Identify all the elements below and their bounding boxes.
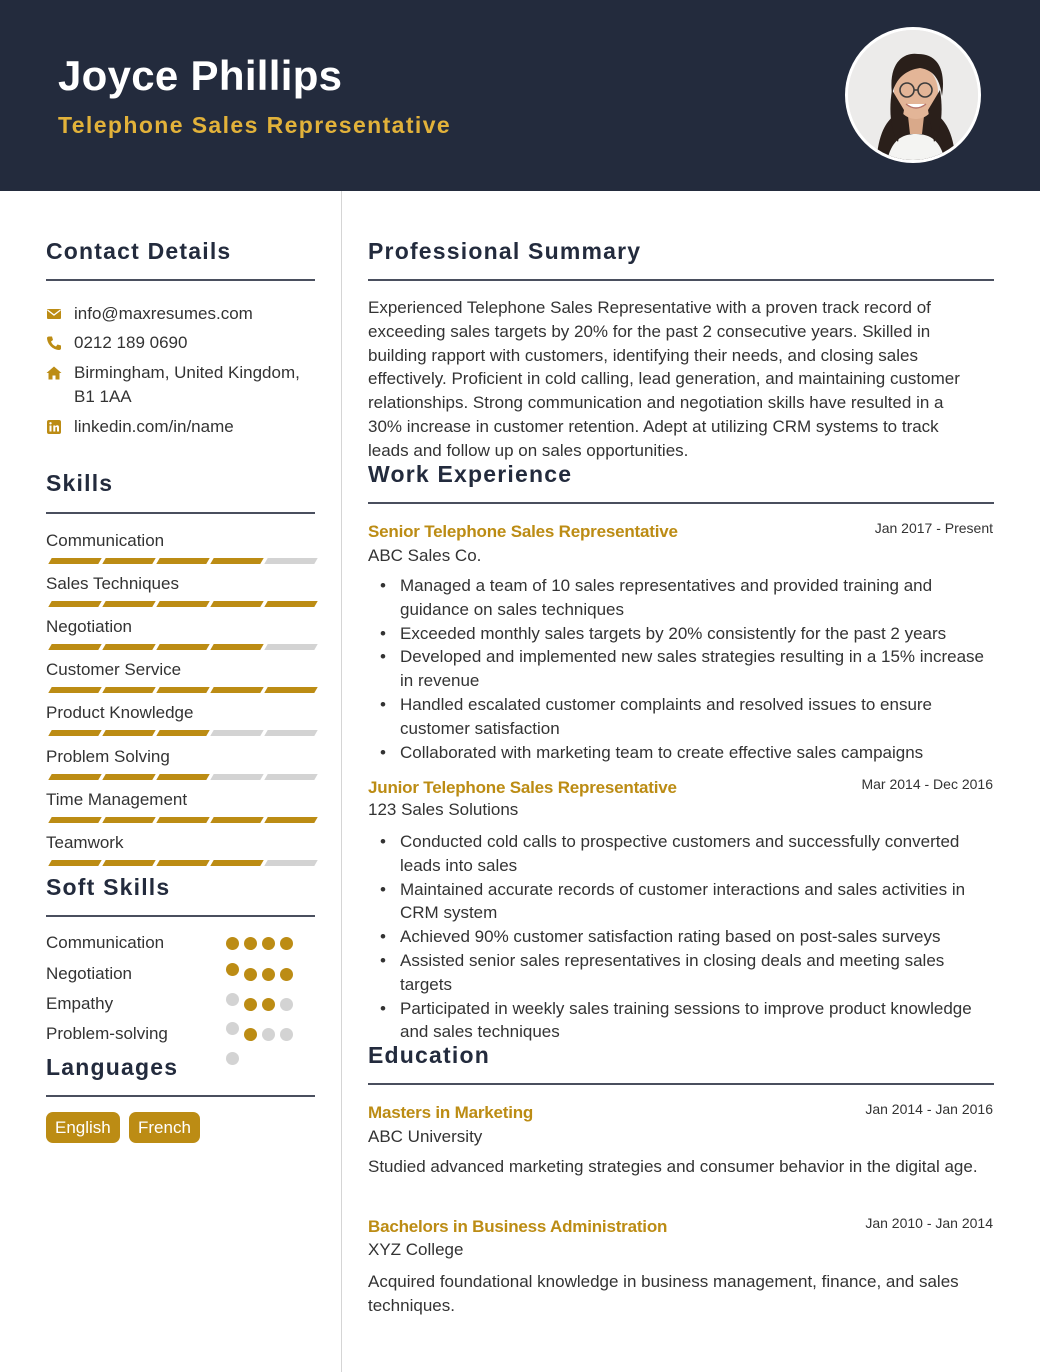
soft-skill-item	[46, 964, 315, 988]
envelope-icon	[46, 306, 62, 322]
skills-heading: Skills	[46, 470, 114, 496]
job-bullets	[368, 574, 994, 764]
soft-skill-name: Empathy	[46, 994, 114, 1013]
skill-name: Problem Solving	[46, 747, 170, 766]
skill-level-segment	[102, 774, 155, 780]
skill-level-segment	[264, 860, 317, 866]
education-rule	[368, 1083, 994, 1085]
skill-level-segment	[156, 601, 209, 607]
overflow-dot	[226, 963, 239, 976]
skill-level-segment	[156, 558, 209, 564]
soft-skill-dot	[262, 937, 275, 950]
skill-item	[46, 746, 315, 768]
language-badge-french: French	[129, 1112, 200, 1143]
skill-level-segment	[102, 730, 155, 736]
skill-level-segment	[264, 730, 317, 736]
skill-level-segment	[48, 687, 101, 693]
skill-level-segment	[264, 558, 317, 564]
skill-item	[46, 832, 315, 854]
soft-skill-dot	[262, 968, 275, 981]
contact-address	[46, 361, 316, 411]
soft-skill-name: Problem-solving	[46, 1024, 168, 1043]
soft-skill-item	[46, 994, 315, 1018]
skill-level-segment	[48, 817, 101, 823]
skill-item	[46, 573, 315, 595]
company-name: ABC Sales Co.	[368, 546, 482, 565]
job-bullet: • Developed and implemented new sales strategies resulting in a 15% increase in revenue	[368, 645, 994, 693]
contact-linkedin[interactable]	[46, 415, 316, 439]
linkedin-icon	[46, 419, 62, 435]
phone-text: 0212 189 0690	[74, 333, 188, 352]
soft-skill-dot	[280, 937, 293, 950]
job-bullet: • Handled escalated customer complaints and resolved issues to ensure customer satisfaction	[368, 693, 994, 741]
job-bullet: • Conducted cold calls to prospective customers and successfully converted leads into sales	[368, 830, 994, 878]
job-bullet: • Exceeded monthly sales targets by 20% consistently for the past 2 years	[368, 622, 994, 646]
skill-level-segment	[210, 601, 263, 607]
education-description: Studied advanced marketing strategies and consumer behavior in the digital age.	[368, 1157, 978, 1176]
soft-skill-dot	[244, 1028, 257, 1041]
skill-level-segment	[48, 730, 101, 736]
job-bullet: • Maintained accurate records of customer interactions and sales activities in CRM system	[368, 878, 994, 926]
skill-level-segment	[210, 644, 263, 650]
skill-level-bar	[46, 644, 315, 650]
language-badge-english: English	[46, 1112, 120, 1143]
skill-name: Time Management	[46, 790, 188, 809]
job-dates: Jan 2017 - Present	[874, 520, 993, 536]
job-title: Junior Telephone Sales Representative	[368, 778, 677, 797]
skill-level-segment	[48, 558, 101, 564]
profile-photo-icon	[848, 30, 981, 163]
skill-level-bar	[46, 730, 315, 736]
address-line-1: Birmingham, United Kingdom,	[74, 363, 300, 382]
skill-item	[46, 659, 315, 681]
skill-level-segment	[102, 644, 155, 650]
job-bullet: • Assisted senior sales representatives in closing deals and meeting sales targets	[368, 949, 994, 997]
skill-level-segment	[210, 558, 263, 564]
soft-skill-name: Negotiation	[46, 964, 133, 983]
job-bullet: • Managed a team of 10 sales representatives and provided training and guidance on sales techniques	[368, 574, 994, 622]
candidate-name: Joyce Phillips	[58, 52, 343, 99]
job-bullet: • Collaborated with marketing team to create effective sales campaigns	[368, 741, 994, 765]
soft-skill-item	[46, 1024, 315, 1048]
skill-level-segment	[102, 687, 155, 693]
soft-skill-dot	[280, 968, 293, 981]
soft-skill-dot	[244, 968, 257, 981]
summary-rule	[368, 279, 994, 281]
school-name: ABC University	[368, 1127, 483, 1146]
contact-heading: Contact Details	[46, 238, 232, 264]
overflow-dot	[226, 1052, 239, 1065]
soft-skills-heading: Soft Skills	[46, 874, 171, 900]
job-title: Senior Telephone Sales Representative	[368, 522, 678, 541]
degree-title: Bachelors in Business Administration	[368, 1217, 668, 1236]
skill-level-segment	[102, 601, 155, 607]
job-bullets	[368, 830, 994, 1044]
skill-level-segment	[264, 774, 317, 780]
skill-level-segment	[156, 730, 209, 736]
contact-phone[interactable]	[46, 331, 316, 355]
soft-skill-dot	[280, 998, 293, 1011]
soft-skill-dot	[244, 937, 257, 950]
skill-level-segment	[156, 644, 209, 650]
skill-item	[46, 530, 315, 552]
linkedin-text: linkedin.com/in/name	[74, 417, 234, 436]
skill-level-segment	[210, 860, 263, 866]
soft-skill-dot	[262, 998, 275, 1011]
education-dates: Jan 2014 - Jan 2016	[865, 1101, 993, 1117]
experience-rule	[368, 502, 994, 504]
job-bullet: • Participated in weekly sales training sessions to improve product knowledge and sales techniques	[368, 997, 994, 1045]
skill-name: Teamwork	[46, 833, 124, 852]
avatar	[845, 27, 981, 163]
degree-title: Masters in Marketing	[368, 1103, 534, 1122]
skill-level-bar	[46, 558, 315, 564]
skill-level-segment	[102, 558, 155, 564]
skill-level-segment	[156, 774, 209, 780]
skill-level-segment	[48, 644, 101, 650]
email-text: info@maxresumes.com	[74, 304, 253, 323]
education-heading: Education	[368, 1042, 490, 1068]
skill-level-segment	[156, 687, 209, 693]
experience-heading: Work Experience	[368, 461, 573, 487]
home-icon	[46, 365, 62, 381]
soft-skill-dot	[280, 1028, 293, 1041]
soft-skill-dot	[226, 937, 239, 950]
skill-level-segment	[48, 601, 101, 607]
languages-rule	[46, 1095, 315, 1097]
soft-skill-dot	[262, 1028, 275, 1041]
education-description: Acquired foundational knowledge in business management, finance, and sales techniques.	[368, 1272, 959, 1315]
skill-name: Customer Service	[46, 660, 182, 679]
contact-email[interactable]	[46, 302, 316, 326]
skill-level-segment	[210, 687, 263, 693]
soft-skill-name: Communication	[46, 933, 165, 952]
summary-text: Experienced Telephone Sales Representative with a proven track record of exceeding sales targets by 20% for the past 2 consecutive years. Skilled in building rapport with customers, identifying their needs, and closing sales effectively. Proficient in cold calling, lead generation, and maintaining customer relationships. Strong communication and negotiation skills have resulted in a 30% increase in customer retention. Adept at utilizing CRM systems to track leads and follow up on sales opportunities.	[368, 298, 960, 460]
skill-item	[46, 702, 315, 724]
soft-skill-item	[46, 933, 315, 957]
address-line-2: B1 1AA	[74, 387, 132, 406]
skill-name: Sales Techniques	[46, 574, 179, 593]
resume-header	[0, 0, 1040, 191]
skill-level-segment	[264, 601, 317, 607]
skill-name: Negotiation	[46, 617, 133, 636]
soft-skill-dots	[226, 937, 306, 951]
skill-name: Communication	[46, 531, 165, 550]
skill-item	[46, 616, 315, 638]
skill-level-segment	[48, 774, 101, 780]
skills-rule	[46, 512, 315, 514]
skill-level-segment	[264, 687, 317, 693]
contact-rule	[46, 279, 315, 281]
skill-level-bar	[46, 774, 315, 780]
job-dates: Mar 2014 - Dec 2016	[861, 776, 993, 792]
skill-level-segment	[156, 817, 209, 823]
skill-level-segment	[210, 774, 263, 780]
skill-level-segment	[264, 817, 317, 823]
education-dates: Jan 2010 - Jan 2014	[865, 1215, 993, 1231]
skill-level-segment	[102, 860, 155, 866]
company-name: 123 Sales Solutions	[368, 800, 519, 819]
skill-level-bar	[46, 687, 315, 693]
phone-icon	[46, 335, 62, 351]
school-name: XYZ College	[368, 1240, 464, 1259]
skill-name: Product Knowledge	[46, 703, 194, 722]
skill-level-segment	[210, 730, 263, 736]
skill-item	[46, 789, 315, 811]
soft-skills-rule	[46, 915, 315, 917]
overflow-dot	[226, 1022, 239, 1035]
skill-level-segment	[210, 817, 263, 823]
candidate-title: Telephone Sales Representative	[58, 112, 452, 138]
skill-level-segment	[156, 860, 209, 866]
column-divider	[341, 191, 342, 1372]
skill-level-bar	[46, 860, 315, 866]
job-bullet: • Achieved 90% customer satisfaction rating based on post-sales surveys	[368, 925, 994, 949]
soft-skill-dot	[244, 998, 257, 1011]
languages-heading: Languages	[46, 1054, 179, 1080]
skill-level-segment	[48, 860, 101, 866]
skill-level-bar	[46, 817, 315, 823]
overflow-dot	[226, 993, 239, 1006]
skill-level-segment	[102, 817, 155, 823]
summary-heading: Professional Summary	[368, 238, 642, 264]
skill-level-bar	[46, 601, 315, 607]
skill-level-segment	[264, 644, 317, 650]
